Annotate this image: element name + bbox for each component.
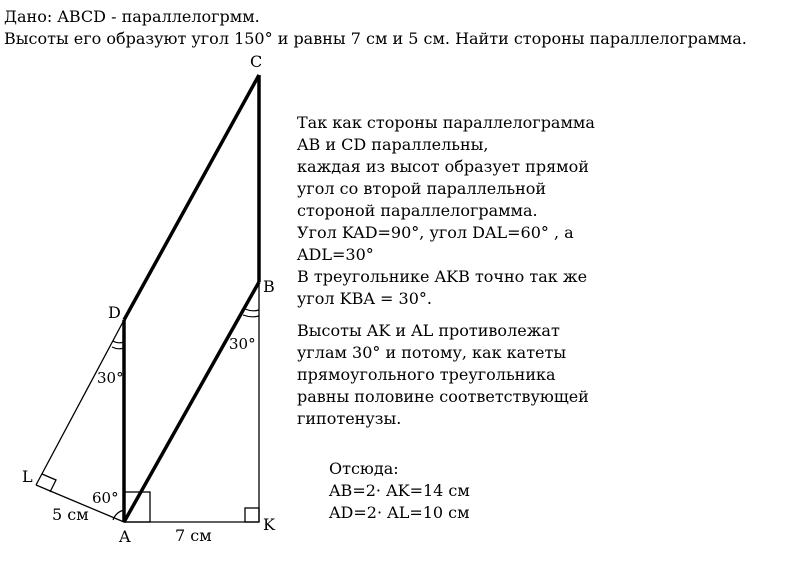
problem-task: Высоты его образуют угол 150° и равны 7 см и 5 см. Найти стороны параллелограмма. [4,29,747,48]
explanation-line: ADL=30° [297,245,374,264]
explanation-line: каждая из высот образует прямой [297,157,589,176]
paragraph-gap [297,310,595,320]
result-title: Отсюда: [329,459,399,478]
point-c-label: C [250,52,263,71]
explanation-line: прямоугольного треугольника [297,365,556,384]
explanation-line: AB и CD параллельны, [297,135,489,154]
line-dl [36,320,124,485]
point-l-label: L [22,467,33,486]
explanation-line: угол KBA = 30°. [297,289,432,308]
explanation-line: угол со второй параллельной [297,179,547,198]
result-ab: AB=2· AK=14 см [329,481,470,500]
right-angle-k-mark [245,508,259,522]
explanation-line: равны половине соответствующей [297,387,589,406]
explanation-line: Угол KAD=90°, угол DAL=60° , а [297,223,574,242]
angle-b-arc [245,309,259,311]
side-ab [124,282,259,522]
explanation-block [297,112,595,430]
angle-b-label: 30° [229,335,256,353]
result-ad: AD=2· AL=10 см [329,503,470,522]
explanation-line: Так как стороны параллелограмма [297,113,595,132]
angle-b-arc-2 [243,315,259,317]
explanation-line: гипотенузы. [297,409,402,428]
problem-given: Дано: ABCD - параллелогрмм. [4,7,260,26]
side-al-label: 5 см [52,505,89,524]
explanation-line: Высоты AK и AL противолежат [297,321,560,340]
point-k-label: K [263,515,275,534]
explanation-line: углам 30° и потому, как катеты [297,343,567,362]
point-d-label: D [108,303,121,322]
explanation-line: В треугольнике AKB точно так же [297,267,588,286]
point-b-label: B [263,277,275,296]
point-a-label: A [119,527,131,546]
angle-d-arc-2 [112,347,124,349]
angle-d-label: 30° [97,369,124,387]
angle-a-label: 60° [92,489,119,507]
side-ak-label: 7 см [175,526,212,545]
result-block [329,458,470,524]
side-cd [124,75,259,320]
explanation-line: стороной параллелограмма. [297,201,538,220]
right-angle-l-mark [42,474,56,492]
